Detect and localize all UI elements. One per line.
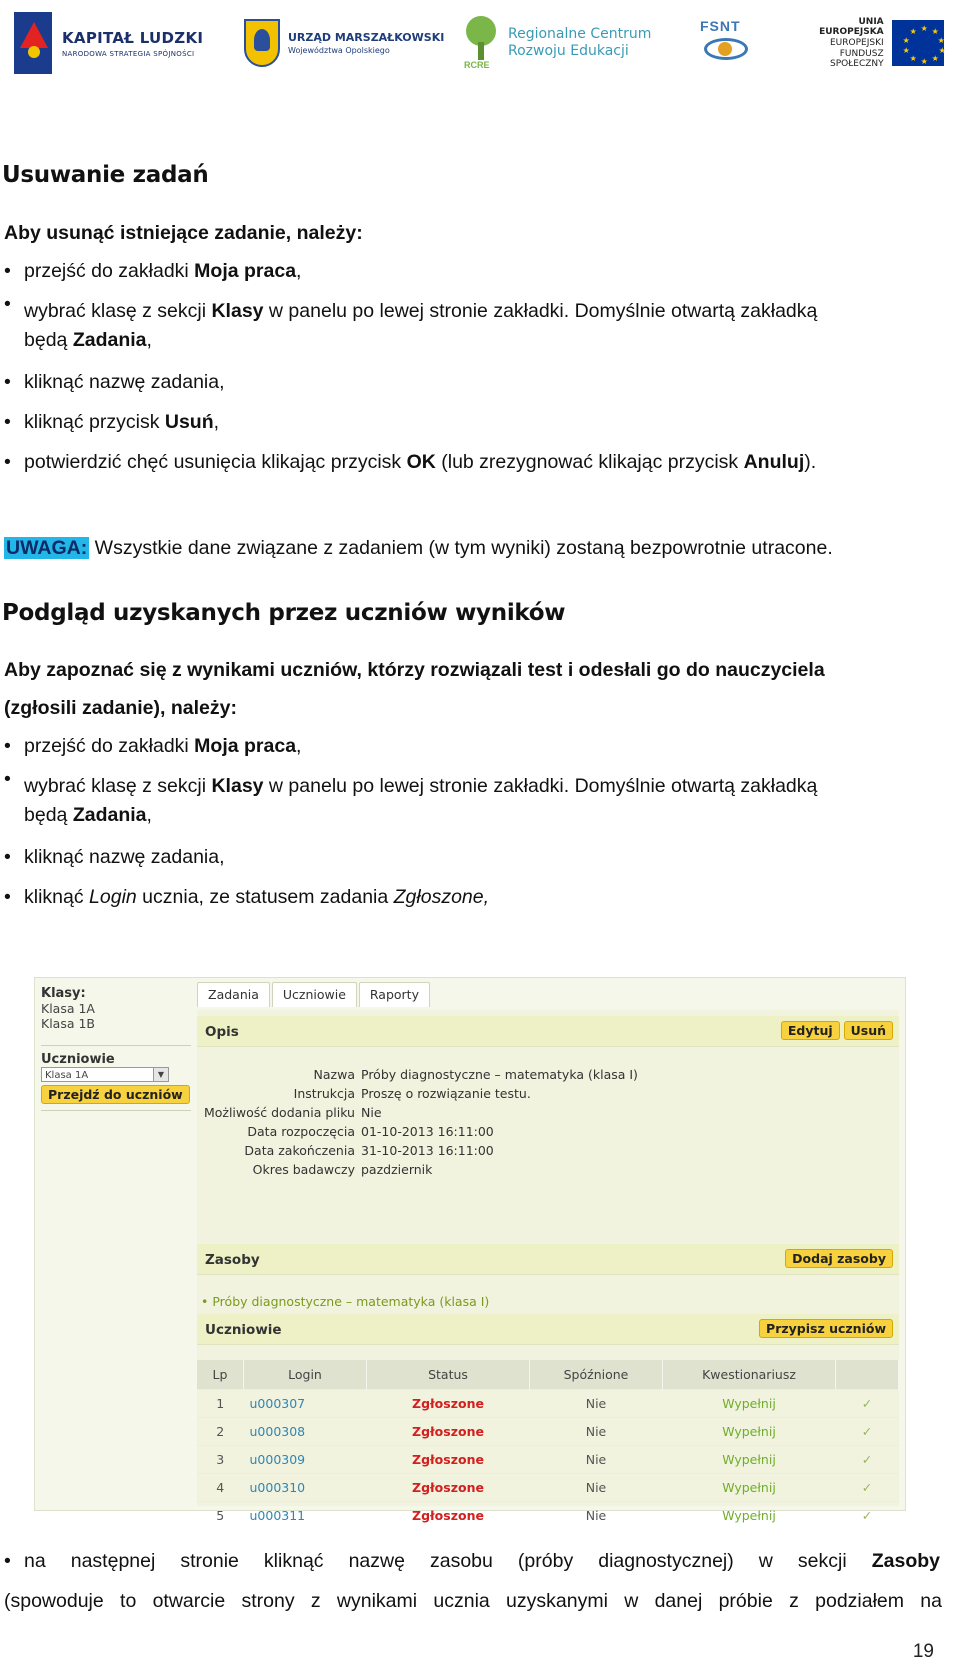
rcre-line2: Rozwoju Edukacji [508, 43, 629, 59]
fill-questionnaire-link[interactable]: Wypełnij [663, 1390, 836, 1418]
col-status: Status [367, 1360, 530, 1390]
ue-line1: UNIA EUROPEJSKA [819, 17, 884, 37]
table-row: 5 u000311 Zgłoszone Nie Wypełnij ✓ [197, 1502, 899, 1530]
zasoby-bar [197, 1244, 899, 1275]
divider [41, 1045, 191, 1046]
embedded-screenshot [34, 977, 906, 1523]
uczniowie-bar [197, 1314, 899, 1345]
screenshot-main [197, 982, 899, 1523]
warning-label: UWAGA: [6, 537, 88, 559]
eye-icon [700, 16, 754, 70]
class-link-1b[interactable]: Klasa 1B [41, 1016, 96, 1031]
list-item: • wybrać klasę z sekcji Klasy w panelu po lewej stronie zakładki. Domyślnie otwartą zakładką będą Zadania, [4, 293, 818, 351]
list-item: • kliknąć Login ucznia, ze statusem zadania Zgłoszone, [4, 886, 490, 908]
section2-intro-line1: Aby zapoznać się z wynikami uczniów, którzy rozwiązali test i odesłali go do nauczyciela [4, 659, 825, 681]
list-item: • przejść do zakładki Moja praca, [4, 735, 302, 757]
go-to-students-button[interactable]: Przejdź do uczniów [41, 1085, 190, 1104]
detail-row: Data rozpoczęcia 01-10-2013 16:11:00 [247, 1124, 494, 1139]
check-icon: ✓ [836, 1502, 899, 1530]
fill-questionnaire-link[interactable]: Wypełnij [663, 1474, 836, 1502]
heading-podglad-wynikow: Podgląd uzyskanych przez uczniów wyników [2, 600, 566, 626]
eagle-crest-icon [244, 19, 280, 67]
status-cell: Zgłoszone [367, 1502, 530, 1530]
kl-subtitle: NARODOWA STRATEGIA SPÓJNOŚCI [62, 49, 195, 58]
table-row: 1 u000307 Zgłoszone Nie Wypełnij ✓ [197, 1390, 899, 1418]
kapital-ludzki-emblem-icon [14, 12, 52, 74]
assign-students-button[interactable]: Przypisz uczniów [759, 1319, 893, 1338]
bullet-icon: • [4, 768, 11, 790]
tab-raporty[interactable]: Raporty [359, 982, 430, 1007]
section2-list [2, 733, 940, 924]
detail-row: Data zakończenia 31-10-2013 16:11:00 [244, 1143, 494, 1158]
class-link-1a[interactable]: Klasa 1A [41, 1001, 95, 1016]
col-lp: Lp [197, 1360, 244, 1390]
bullet-icon: • [4, 735, 11, 757]
um-title: URZĄD MARSZAŁKOWSKI [288, 31, 445, 44]
edit-button[interactable]: Edytuj [781, 1021, 840, 1040]
status-cell: Zgłoszone [367, 1390, 530, 1418]
student-login-link[interactable]: u000307 [244, 1390, 367, 1418]
students-heading: Uczniowie [41, 1052, 115, 1067]
heading-usuwanie-zadan: Usuwanie zadań [2, 162, 209, 188]
check-icon: ✓ [836, 1474, 899, 1502]
table-header-row [197, 1360, 899, 1390]
check-icon: ✓ [836, 1418, 899, 1446]
dropdown-arrow-icon: ▼ [153, 1068, 168, 1081]
detail-row: Okres badawczy pazdziernik [252, 1162, 433, 1177]
kl-title: KAPITAŁ LUDZKI [62, 28, 204, 47]
task-panel [197, 1010, 899, 1523]
bullet-icon: • [4, 411, 11, 433]
section2-intro-line2: (zgłosili zadanie), należy: [4, 697, 237, 719]
classes-heading: Klasy: [41, 986, 86, 1001]
fill-questionnaire-link[interactable]: Wypełnij [663, 1418, 836, 1446]
check-icon: ✓ [836, 1390, 899, 1418]
page-number: 19 [912, 1641, 934, 1662]
task-details [197, 1065, 899, 1179]
fill-questionnaire-link[interactable]: Wypełnij [663, 1502, 836, 1530]
delete-button[interactable]: Usuń [844, 1021, 893, 1040]
eu-flag-icon: ★ ★ ★ ★ ★ ★ ★ ★ ★ ★ [892, 20, 944, 66]
bullet-icon: • [4, 1550, 11, 1572]
rcre-line1: Regionalne Centrum [508, 26, 652, 42]
ue-line3: FUNDUSZ SPOŁECZNY [829, 49, 884, 69]
add-resources-button[interactable]: Dodaj zasoby [785, 1249, 893, 1268]
opis-title: Opis [205, 1024, 239, 1040]
table-row: 2 u000308 Zgłoszone Nie Wypełnij ✓ [197, 1418, 899, 1446]
bullet-icon: • [4, 846, 11, 868]
list-item: • potwierdzić chęć usunięcia klikając przycisk OK (lub zrezygnować klikając przycisk Anuluj). [4, 451, 817, 473]
student-login-link[interactable]: u000309 [244, 1446, 367, 1474]
list-item: • przejść do zakładki Moja praca, [4, 260, 302, 282]
section3-line2: (spowoduje to otwarcie strony z wynikami ucznia uzyskanymi w danej próbie z podziałem na [4, 1590, 942, 1612]
table-row: 3 u000309 Zgłoszone Nie Wypełnij ✓ [197, 1446, 899, 1474]
um-subtitle: Województwa Opolskiego [288, 46, 390, 55]
ue-line2: EUROPEJSKI [829, 38, 884, 48]
zasoby-title: Zasoby [205, 1252, 260, 1268]
list-item: • wybrać klasę z sekcji Klasy w panelu po lewej stronie zakładki. Domyślnie otwartą zakładką będą Zadania, [4, 768, 818, 826]
screenshot-tabs [197, 982, 432, 1008]
detail-row: Nazwa Próby diagnostyczne – matematyka (klasa I) [313, 1067, 638, 1082]
class-select-value: Klasa 1A [45, 1070, 89, 1081]
ue-logo [804, 8, 944, 78]
rcre-logo [464, 8, 651, 78]
status-cell: Zgłoszone [367, 1418, 530, 1446]
bullet-icon: • [4, 886, 11, 908]
bullet-icon: • [4, 451, 11, 473]
resource-link[interactable]: • Próby diagnostyczne – matematyka (klasa I) [201, 1294, 490, 1309]
section3-list [2, 1548, 940, 1588]
check-icon: ✓ [836, 1446, 899, 1474]
logo-header [14, 8, 944, 78]
student-login-link[interactable]: u000310 [244, 1474, 367, 1502]
tree-icon [464, 16, 498, 70]
list-item: • kliknąć nazwę zadania, [4, 846, 225, 868]
list-item: • kliknąć nazwę zadania, [4, 371, 225, 393]
col-login: Login [244, 1360, 367, 1390]
fsnt-logo [700, 8, 754, 78]
student-login-link[interactable]: u000308 [244, 1418, 367, 1446]
screenshot-sidebar [41, 986, 191, 1117]
list-item: • na następnej stronie kliknąć nazwę zasobu (próby diagnostycznej) w sekcji Zasoby [4, 1550, 940, 1572]
tab-zadania[interactable]: Zadania [197, 982, 270, 1007]
warning-text: Wszystkie dane związane z zadaniem (w tym wyniki) zostaną bezpowrotnie utracone. [89, 537, 833, 559]
kapital-ludzki-logo [14, 8, 203, 78]
fill-questionnaire-link[interactable]: Wypełnij [663, 1446, 836, 1474]
detail-row: Instrukcja Proszę o rozwiązanie testu. [293, 1086, 531, 1101]
table-row: 4 u000310 Zgłoszone Nie Wypełnij ✓ [197, 1474, 899, 1502]
tab-uczniowie[interactable]: Uczniowie [272, 982, 357, 1007]
status-cell: Zgłoszone [367, 1446, 530, 1474]
opis-bar [197, 1016, 899, 1047]
bullet-icon: • [4, 371, 11, 393]
urzad-marszalkowski-logo [244, 8, 444, 78]
uczniowie-title: Uczniowie [205, 1322, 282, 1338]
fsnt-abbr: FSNT [700, 18, 741, 34]
col-questionnaire: Kwestionariusz [663, 1360, 836, 1390]
col-late: Spóźnione [530, 1360, 663, 1390]
status-cell: Zgłoszone [367, 1474, 530, 1502]
section1-intro: Aby usunąć istniejące zadanie, należy: [4, 222, 363, 244]
bullet-icon: • [4, 293, 11, 315]
warning-note [4, 535, 942, 561]
list-item: • kliknąć przycisk Usuń, [4, 411, 220, 433]
divider [41, 1110, 191, 1111]
section1-list [2, 258, 940, 489]
col-check [836, 1360, 899, 1390]
detail-row: Możliwość dodania pliku Nie [203, 1105, 382, 1120]
bullet-icon: • [4, 260, 11, 282]
rcre-abbr: RCRE [464, 60, 490, 70]
class-select[interactable] [41, 1067, 169, 1082]
student-login-link[interactable]: u000311 [244, 1502, 367, 1530]
students-table [197, 1360, 899, 1529]
